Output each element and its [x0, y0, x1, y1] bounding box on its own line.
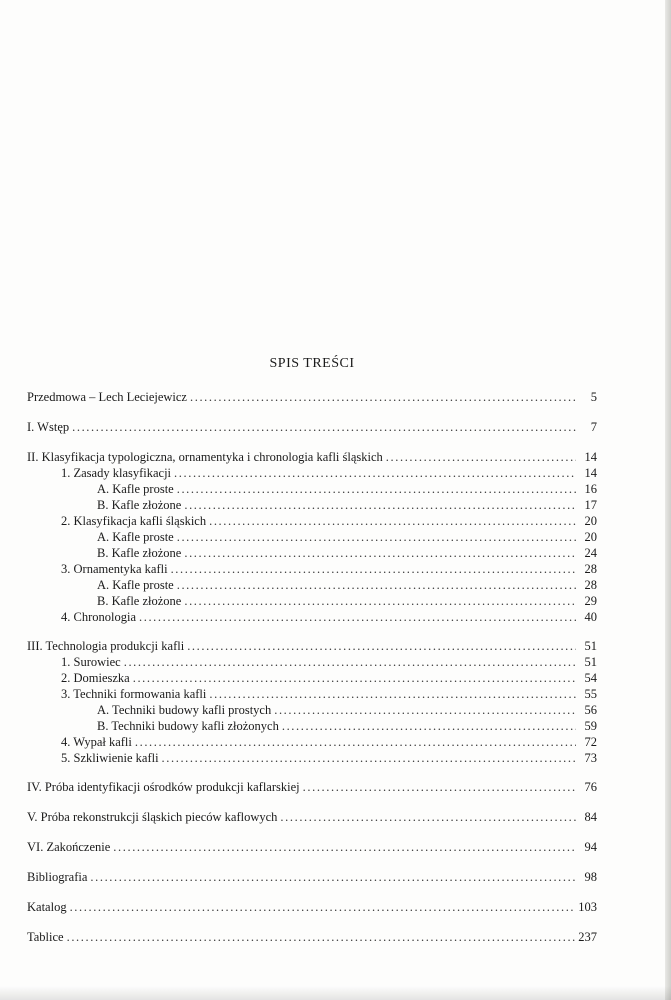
dot-leader — [184, 593, 576, 609]
toc-entry-label: B. Kafle złożone — [97, 594, 182, 608]
dot-leader — [386, 449, 576, 465]
dot-leader — [113, 839, 576, 855]
dot-leader — [209, 686, 576, 702]
toc-entry-page: 28 — [584, 562, 597, 576]
dot-leader — [187, 638, 576, 654]
toc-entry-label: 4. Chronologia — [61, 610, 136, 624]
toc-entry-page: 76 — [584, 780, 597, 794]
toc-entry-page: 51 — [584, 639, 597, 653]
toc-entry-section[interactable] — [27, 465, 597, 481]
toc-entry-label: 4. Wypał kafli — [61, 735, 132, 749]
dot-leader — [174, 465, 576, 481]
dot-leader — [282, 718, 576, 734]
toc-entry-page: 72 — [584, 735, 597, 749]
toc-entry-label: V. Próba rekonstrukcji śląskich pieców kaflowych — [27, 810, 278, 824]
toc-entry-page: 40 — [584, 610, 597, 624]
toc-entry-page: 7 — [590, 420, 597, 434]
toc-entry-section[interactable] — [27, 654, 597, 670]
toc-entry-label: 5. Szkliwienie kafli — [61, 751, 159, 765]
toc-entry-label: VI. Zakończenie — [27, 840, 111, 854]
toc-entry-przedmowa[interactable] — [27, 389, 597, 405]
dot-leader — [177, 481, 576, 497]
toc-entry-page: 54 — [584, 671, 597, 685]
toc-entry-label: I. Wstęp — [27, 420, 70, 434]
toc-entry-bibliografia[interactable] — [27, 869, 597, 885]
toc-entry-subsection[interactable] — [27, 702, 597, 718]
dot-leader — [177, 529, 576, 545]
toc-entry-page: 55 — [584, 687, 597, 701]
toc-entry-label: IV. Próba identyfikacji ośrodków produkcji kaflarskiej — [27, 780, 300, 794]
page-edge-shadow — [665, 0, 671, 1000]
dot-leader — [184, 497, 576, 513]
dot-leader — [177, 577, 576, 593]
toc-entry-page: 51 — [584, 655, 597, 669]
dot-leader — [303, 779, 576, 795]
toc-entry-page: 14 — [584, 450, 597, 464]
toc-entry-label: 1. Surowiec — [61, 655, 121, 669]
toc-entry-label: B. Kafle złożone — [97, 498, 182, 512]
toc-entry-section[interactable] — [27, 734, 597, 750]
toc-entry-chapter-3[interactable] — [27, 638, 597, 654]
dot-leader — [171, 561, 576, 577]
dot-leader — [184, 545, 576, 561]
toc-entry-section[interactable] — [27, 750, 597, 766]
toc-entry-section[interactable] — [27, 686, 597, 702]
toc-entry-label: A. Techniki budowy kafli prostych — [97, 703, 272, 717]
dot-leader — [72, 419, 576, 435]
toc-entry-label: 1. Zasady klasyfikacji — [61, 466, 172, 480]
toc-entry-label: B. Techniki budowy kafli złożonych — [97, 719, 279, 733]
toc-entry-label: Bibliografia — [27, 870, 88, 884]
toc-entry-label: 3. Techniki formowania kafli — [61, 687, 207, 701]
toc-entry-label: III. Technologia produkcji kafli — [27, 639, 185, 653]
toc-entry-page: 17 — [584, 498, 597, 512]
dot-leader — [162, 750, 576, 766]
toc-entry-section[interactable] — [27, 513, 597, 529]
toc-entry-page: 16 — [584, 482, 597, 496]
toc-entry-page: 73 — [584, 751, 597, 765]
dot-leader — [280, 809, 576, 825]
dot-leader — [135, 734, 576, 750]
toc-entry-page: 28 — [584, 578, 597, 592]
toc-entry-page: 59 — [584, 719, 597, 733]
toc-entry-page: 237 — [578, 930, 597, 944]
toc-entry-chapter-6[interactable] — [27, 839, 597, 855]
dot-leader — [209, 513, 576, 529]
toc-entry-label: Katalog — [27, 900, 67, 914]
toc-entry-label: Przedmowa – Lech Leciejewicz — [27, 390, 187, 404]
toc-entry-label: A. Kafle proste — [97, 578, 174, 592]
bottom-scan-shadow — [0, 986, 671, 1000]
toc-entry-page: 98 — [584, 870, 597, 884]
toc-title: SPIS TREŚCI — [269, 356, 355, 371]
dot-leader — [133, 670, 576, 686]
toc-entry-label: 2. Domieszka — [61, 671, 130, 685]
toc-entry-page: 20 — [584, 530, 597, 544]
dot-leader — [190, 389, 576, 405]
toc-entry-page: 103 — [578, 900, 597, 914]
toc-entry-tablice[interactable] — [27, 929, 597, 945]
toc-entry-subsection[interactable] — [27, 545, 597, 561]
dot-leader — [274, 702, 576, 718]
toc-entry-label: A. Kafle proste — [97, 530, 174, 544]
toc-entry-chapter-5[interactable] — [27, 809, 597, 825]
dot-leader — [124, 654, 576, 670]
dot-leader — [90, 869, 576, 885]
toc-entry-subsection[interactable] — [27, 497, 597, 513]
toc-entry-page: 56 — [584, 703, 597, 717]
toc-entry-label: II. Klasyfikacja typologiczna, ornamentyka i chronologia kafli śląskich — [27, 450, 383, 464]
dot-leader — [139, 609, 576, 625]
toc-entry-katalog[interactable] — [27, 899, 597, 915]
toc-entry-subsection[interactable] — [27, 718, 597, 734]
toc-entry-page: 5 — [590, 390, 597, 404]
toc-entry-label: 2. Klasyfikacja kafli śląskich — [61, 514, 207, 528]
toc-entry-section[interactable] — [27, 670, 597, 686]
toc-entry-label: A. Kafle proste — [97, 482, 174, 496]
toc-entry-page: 84 — [584, 810, 597, 824]
toc-entry-subsection[interactable] — [27, 481, 597, 497]
toc-entry-page: 29 — [584, 594, 597, 608]
dot-leader — [70, 899, 576, 915]
toc-entry-subsection[interactable] — [27, 593, 597, 609]
table-of-contents — [27, 389, 597, 945]
dot-leader — [67, 929, 576, 945]
toc-entry-chapter-4[interactable] — [27, 779, 597, 795]
toc-entry-page: 24 — [584, 546, 597, 560]
toc-entry-subsection[interactable] — [27, 529, 597, 545]
toc-entry-section[interactable] — [27, 561, 597, 577]
toc-entry-label: 3. Ornamentyka kafli — [61, 562, 168, 576]
toc-entry-page: 14 — [584, 466, 597, 480]
toc-entry-subsection[interactable] — [27, 577, 597, 593]
toc-entry-section[interactable] — [27, 609, 597, 625]
toc-entry-wstep[interactable] — [27, 419, 597, 435]
toc-entry-label: B. Kafle złożone — [97, 546, 182, 560]
toc-entry-chapter-2[interactable] — [27, 449, 597, 465]
toc-entry-page: 94 — [584, 840, 597, 854]
toc-entry-label: Tablice — [27, 930, 64, 944]
toc-entry-page: 20 — [584, 514, 597, 528]
